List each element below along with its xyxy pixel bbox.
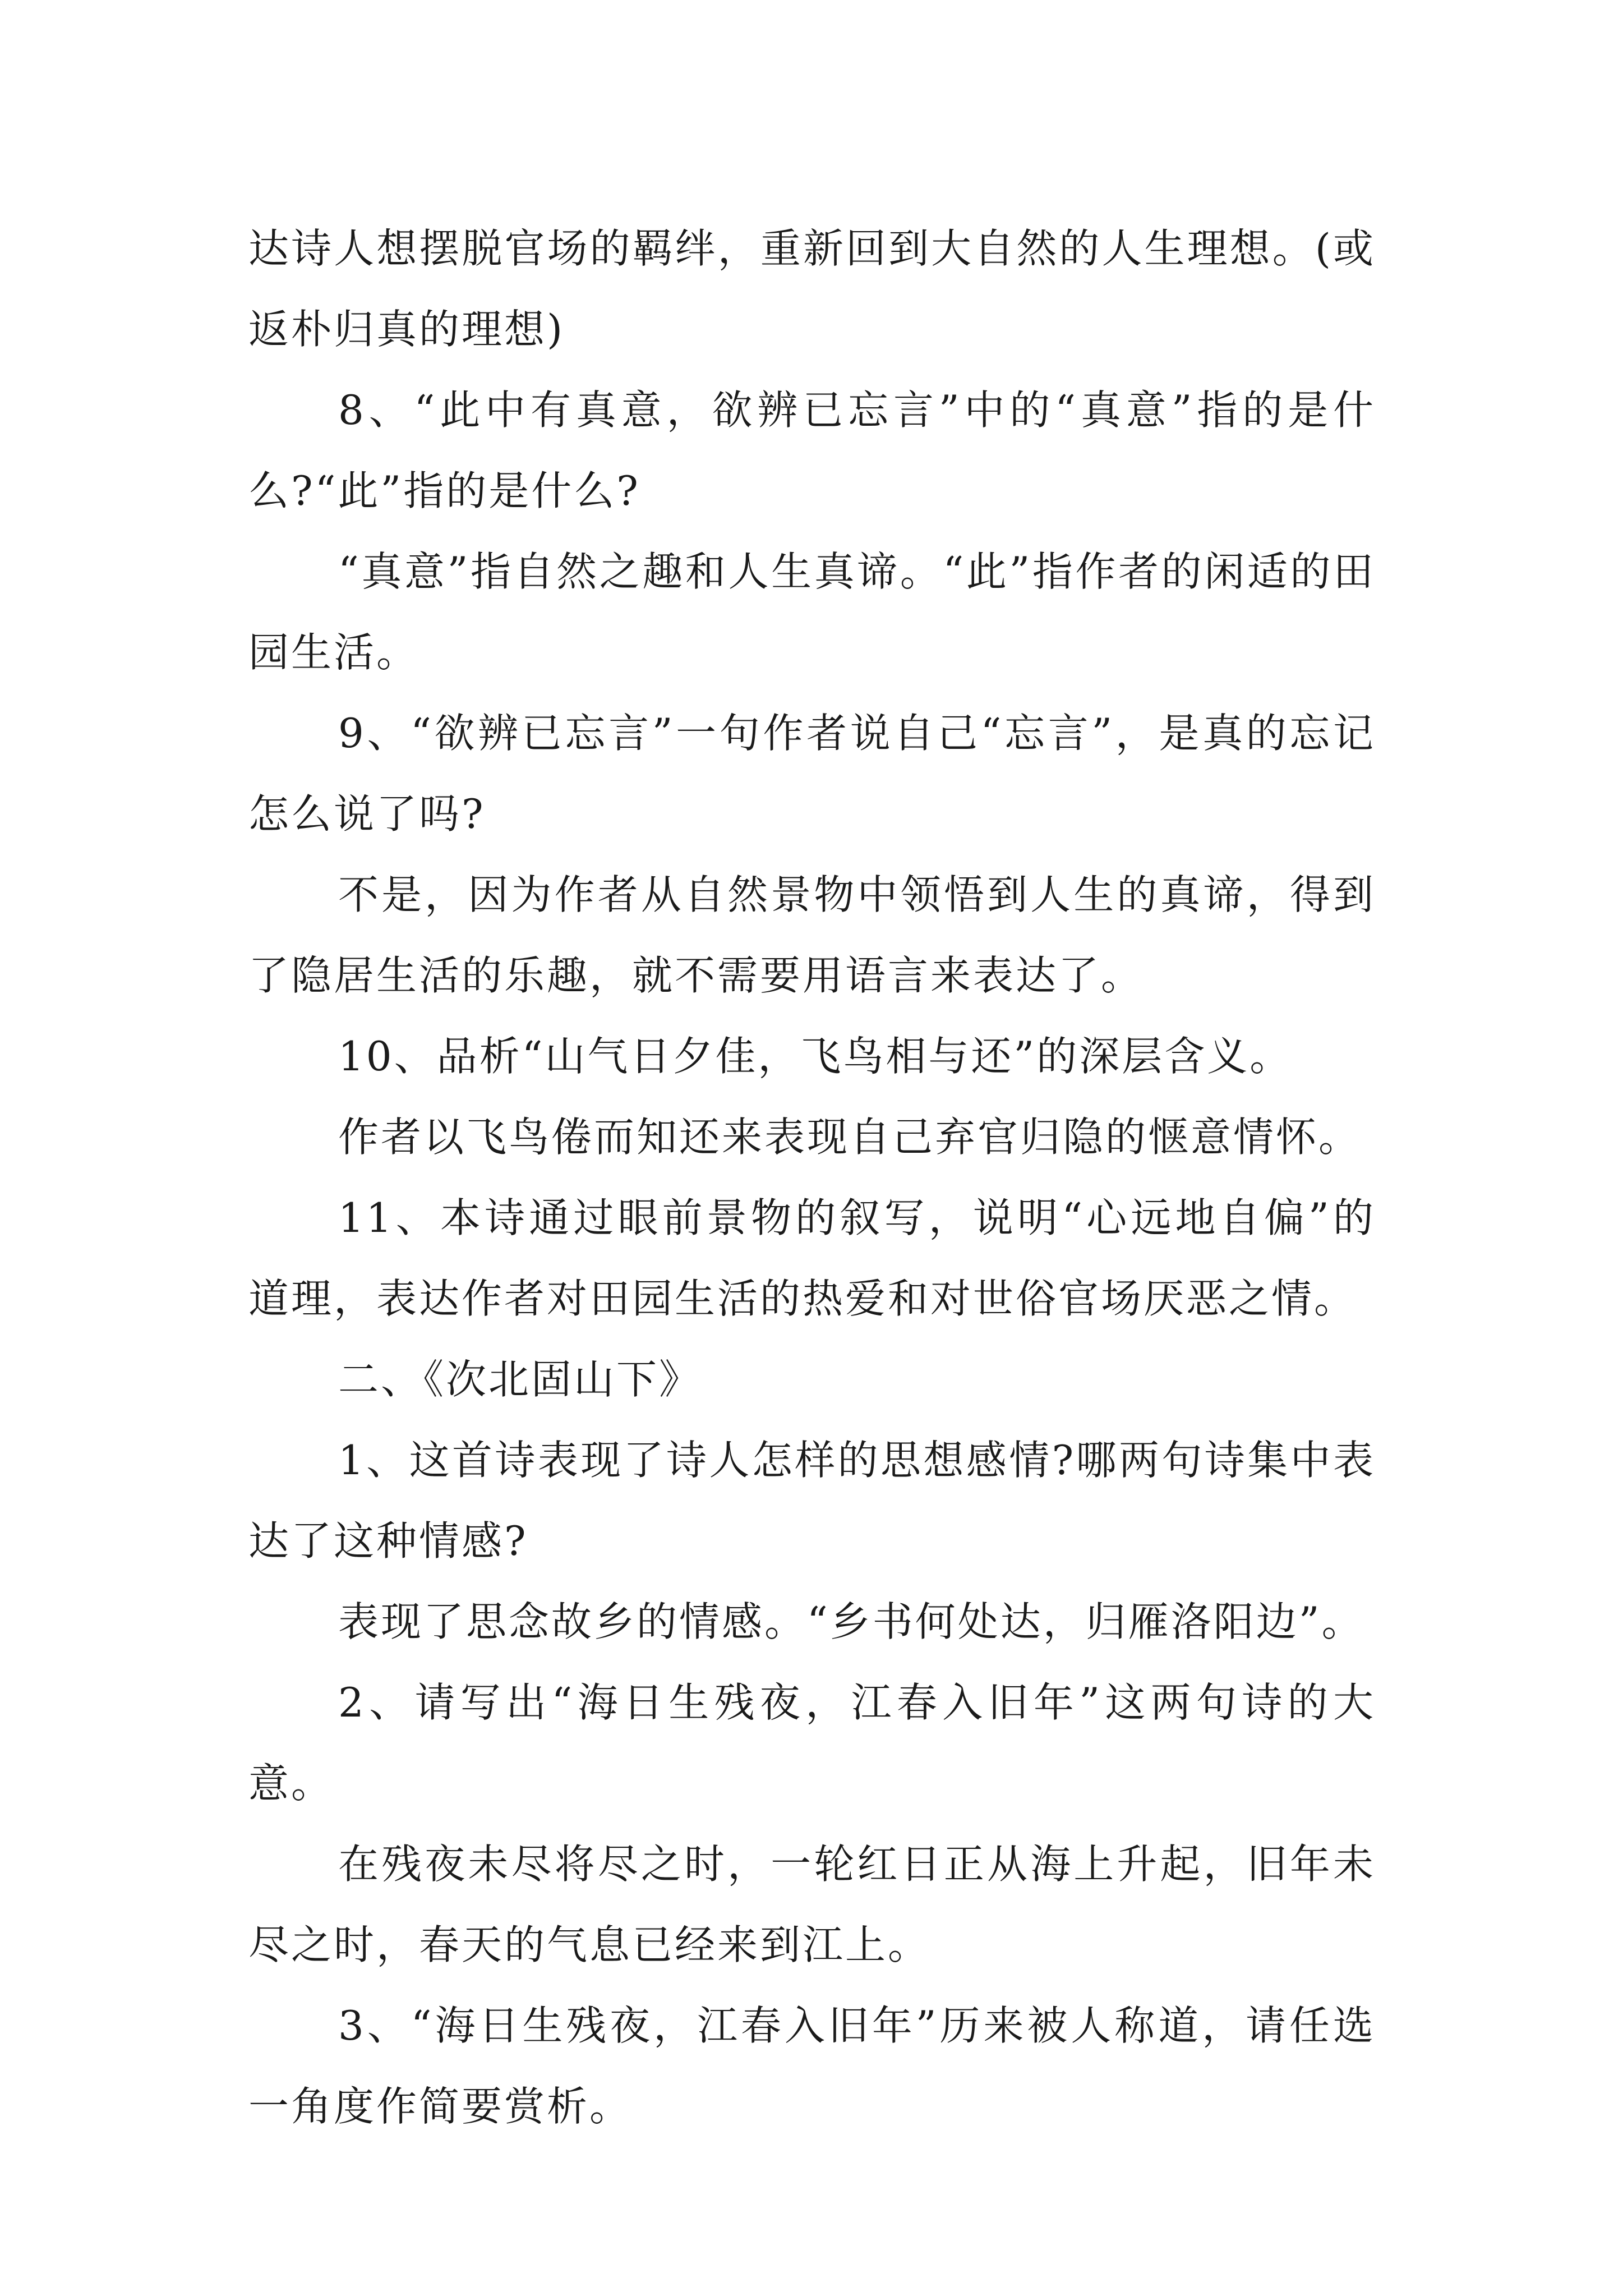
answer-9: 不是，因为作者从自然景物中领悟到人生的真谛，得到了隐居生活的乐趣，就不需要用语言来表达了。 <box>248 871 1376 999</box>
question-8: 8、“此中有真意，欲辨已忘言”中的“真意”指的是什么?“此”指的是什么? <box>248 386 1376 514</box>
question-9: 9、“欲辨已忘言”一句作者说自己“忘言”，是真的忘记怎么说了吗? <box>248 710 1376 838</box>
answer-8: “真意”指自然之趣和人生真谛。“此”指作者的闲适的田园生活。 <box>248 548 1376 676</box>
paragraph-continuation: 达诗人想摆脱官场的羁绊，重新回到大自然的人生理想。(或返朴归真的理想) <box>248 225 1376 353</box>
question-1: 1、这首诗表现了诗人怎样的思想感情?哪两句诗集中表达了这种情感? <box>248 1437 1376 1565</box>
section-heading: 二、《次北固山下》 <box>338 1356 702 1403</box>
point-11: 11、本诗通过眼前景物的叙写，说明“心远地自偏”的道理，表达作者对田园生活的热爱和对世俗官场厌恶之情。 <box>248 1194 1376 1322</box>
question-3: 3、“海日生残夜，江春入旧年”历来被人称道，请任选一角度作简要赏析。 <box>248 2002 1376 2130</box>
question-10: 10、品析“山气日夕佳，飞鸟相与还”的深层含义。 <box>338 1033 1293 1080</box>
document-body <box>248 208 1376 2147</box>
answer-2: 在残夜未尽将尽之时，一轮红日正从海上升起，旧年未尽之时，春天的气息已经来到江上。 <box>248 1841 1376 1968</box>
answer-1: 表现了思念故乡的情感。“乡书何处达，归雁洛阳边”。 <box>338 1598 1364 1645</box>
question-2: 2、请写出“海日生残夜，江春入旧年”这两句诗的大意。 <box>248 1679 1376 1807</box>
answer-10: 作者以飞鸟倦而知还来表现自己弃官归隐的惬意情怀。 <box>338 1114 1362 1161</box>
